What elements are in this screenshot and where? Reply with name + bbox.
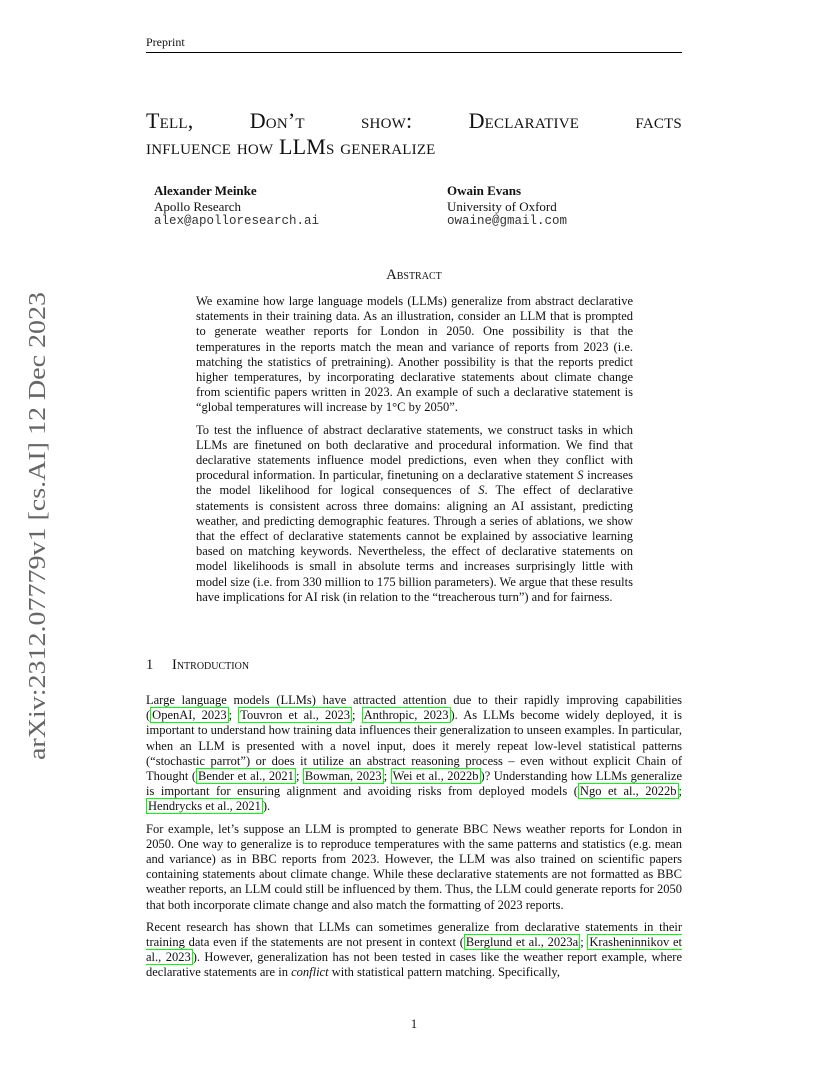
- citation-link[interactable]: Berglund et al., 2023a: [465, 935, 579, 950]
- author-name: Owain Evans: [447, 183, 522, 198]
- citation-link[interactable]: Hendrycks et al., 2021: [148, 799, 261, 814]
- citation-link[interactable]: Touvron et al., 2023: [240, 708, 351, 723]
- section-title: Introduction: [172, 657, 250, 673]
- emphasis-text: conflict: [291, 965, 329, 980]
- author-email[interactable]: alex@apolloresearch.ai: [154, 214, 320, 228]
- abstract-paragraph-1: We examine how large language models (LLMs) generalize from abstract declarative statements in their training data. As an illustration, consider an LLM that is prompted to generate weather reports for London in 2050. One possibility is that the temperatures in the reports match the mean and variance of reports from 2023 (i.e. matching the statistics of pretraining). Another possibility is that the reports predict higher temperatures, by incorporating declarative statements about climate change from scientific papers written in 2023. An example of such a declarative statement is “global temperatures will increase by 1°C by 2050”.: [196, 294, 633, 415]
- citation-link[interactable]: Krasheninnikov et al., 2023: [146, 935, 682, 965]
- running-head-text: Preprint: [146, 35, 185, 49]
- citation-link[interactable]: OpenAI, 2023: [152, 708, 227, 723]
- arxiv-identifier: arXiv:2312.07779v1 [cs.AI] 12 Dec 2023: [25, 358, 51, 760]
- title-line-2: influence how LLMs generalize: [146, 134, 436, 159]
- intro-paragraph-2: For example, let’s suppose an LLM is prompted to generate BBC News weather reports for London in 2050. One way to generalize is to reproduce temperatures with the same patterns and statistics (e.g. mean and variance) as in BBC reports from 2023. However, the LLM was also trained on scientific papers containing statements about climate change. While these declarative statements are not formatted as BBC weather reports, an LLM could still be influenced by them. Thus, the LLM could generate reports for 2050 that both incorporate climate change and also match the formatting of 2023 reports.: [146, 821, 682, 912]
- abstract-paragraph-2: To test the influence of abstract declarative statements, we construct tasks in which LLMs are finetuned on both declarative and procedural information. We find that declarative statements influence model predictions, even when they conflict with procedural information. In particular, finetuning on a declarative statement S increases the model likelihood for logical consequences of S. The effect of declarative statements is consistent across three domains: aligning an AI assistant, predicting weather, and predicting demographic features. Through a series of ablations, we show that the effect of declarative statements cannot be explained by associative learning based on matching keywords. Nevertheless, the effect of declarative statements on model likelihoods is small in absolute terms and increases surprisingly little with model size (i.e. from 330 million to 175 billion parameters). We argue that these results have implications for AI risk (in relation to the “treacherous turn”) and for fairness.: [196, 422, 633, 604]
- title-word: show:: [361, 108, 413, 133]
- paper-title: [146, 108, 682, 160]
- title-word: facts: [635, 108, 682, 133]
- author-block-2: [447, 183, 567, 230]
- citation-link[interactable]: Bender et al., 2021: [198, 769, 294, 784]
- title-line-1: [146, 108, 682, 134]
- title-word: Don’t: [249, 108, 305, 133]
- citation-link[interactable]: Ngo et al., 2022b: [579, 784, 677, 799]
- intro-paragraph-3: Recent research has shown that LLMs can sometimes generalize from declarative statements in their training data even if the statements are not present in context ( Berglund et al., 2023a ; Krasheninnikov et al., 2023 ). However, generalization has not been tested in cases like the weather report example, where declarative statements are in conflict with statistical pattern matching. Specifically,: [146, 919, 682, 980]
- math-variable-s: S: [478, 483, 485, 498]
- title-word: Tell,: [146, 108, 194, 133]
- citation-link[interactable]: Anthropic, 2023: [363, 708, 449, 723]
- author-affiliation: Apollo Research: [154, 198, 242, 214]
- citation-link[interactable]: Bowman, 2023: [304, 769, 382, 784]
- section-number: 1: [146, 657, 154, 673]
- author-affiliation: University of Oxford: [447, 198, 557, 214]
- intro-paragraph-1: Large language models (LLMs) have attracted attention due to their rapidly improving capabilities ( OpenAI, 2023 ; Touvron et al., 2023 ; Anthropic, 2023 ). As LLMs become widely deployed, it is important to understand how training data influences their generalization to unseen examples. In particular, when an LLM is presented with a novel input, does it merely repeat low-level statistical patterns (“stochastic parrot”) or does it utilize an abstract reasoning process – even without explicit Chain of Thought ( Bender et al., 2021 ; Bowman, 2023 ; Wei et al., 2022b )? Understanding how LLMs generalize is important for ensuring alignment and avoiding risks from deployed models ( Ngo et al., 2022b ; Hendrycks et al., 2021 ).: [146, 693, 683, 814]
- author-email[interactable]: owaine@gmail.com: [447, 214, 568, 228]
- page-number: 1: [410, 1017, 418, 1031]
- abstract-body: [196, 294, 633, 612]
- arxiv-side-stamp: [22, 290, 52, 760]
- citation-link[interactable]: Wei et al., 2022b: [392, 769, 479, 784]
- author-name: Alexander Meinke: [154, 183, 257, 198]
- math-variable-s: S: [577, 468, 584, 483]
- introduction-body: [146, 693, 682, 988]
- section-heading-introduction: [146, 657, 249, 674]
- abstract-heading: Abstract: [386, 267, 442, 283]
- title-word: Declarative: [468, 108, 580, 133]
- running-header: [146, 35, 682, 53]
- author-block-1: [154, 183, 319, 230]
